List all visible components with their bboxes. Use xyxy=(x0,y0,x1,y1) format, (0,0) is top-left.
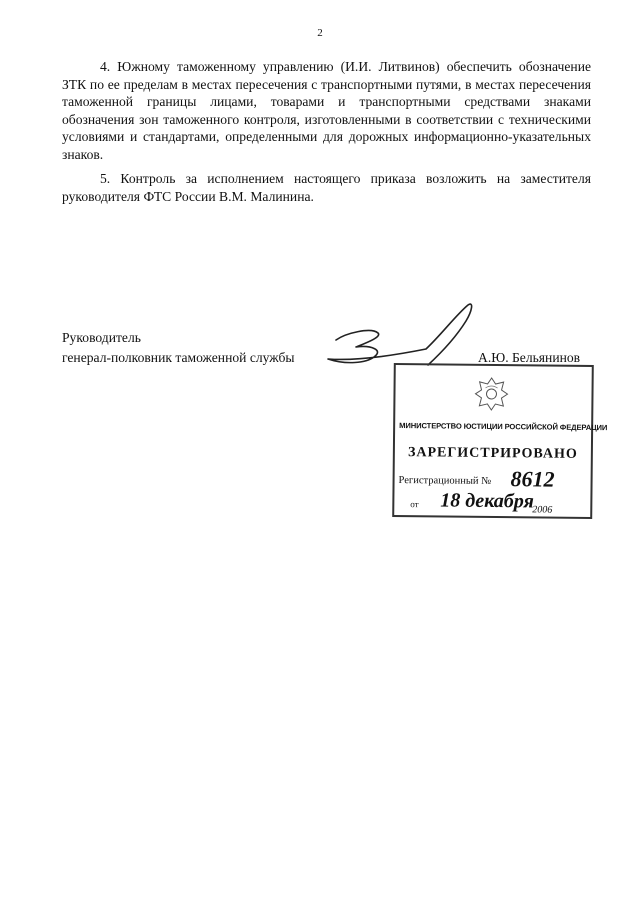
paragraph-5: 5. Контроль за исполнением настоящего приказа возложить на заместителя руководителя ФТС России В.М. Малинина. xyxy=(62,171,591,204)
coat-of-arms-icon xyxy=(471,374,511,414)
signatory-name: А.Ю. Бельянинов xyxy=(478,350,581,365)
signatory-role: Руководитель xyxy=(62,330,141,345)
registration-stamp xyxy=(392,363,608,519)
stamp-year: 2006 xyxy=(532,504,553,516)
stamp-ministry-text: МИНИСТЕРСТВО ЮСТИЦИИ РОССИЙСКОЙ ФЕДЕРАЦИИ xyxy=(399,421,608,433)
page-number: 2 xyxy=(317,27,323,39)
signatory-rank: генерал-полковник таможенной службы xyxy=(62,350,295,365)
stamp-registered-text: ЗАРЕГИСТРИРОВАНО xyxy=(407,445,578,462)
stamp-regnum-label: Регистрационный № xyxy=(398,475,492,487)
stamp-regnum-value: 8612 xyxy=(510,466,555,492)
paragraph-4: 4. Южному таможенному управлению (И.И. Литвинов) обеспечить обозначение ЗТК по ее пределам в местах пересечения с транспортными путями, в местах пересечения таможенной границы лицами, товарами и транспортными средствами знаками обозначения зон таможенного контроля, изготовленными в соответствии с техническими условиями и стандартами, определенными для дорожных информационно-указательных знаков. xyxy=(62,59,591,162)
stamp-date-prefix: от xyxy=(410,499,419,510)
stamp-date-value: 18 декабря xyxy=(440,489,534,513)
